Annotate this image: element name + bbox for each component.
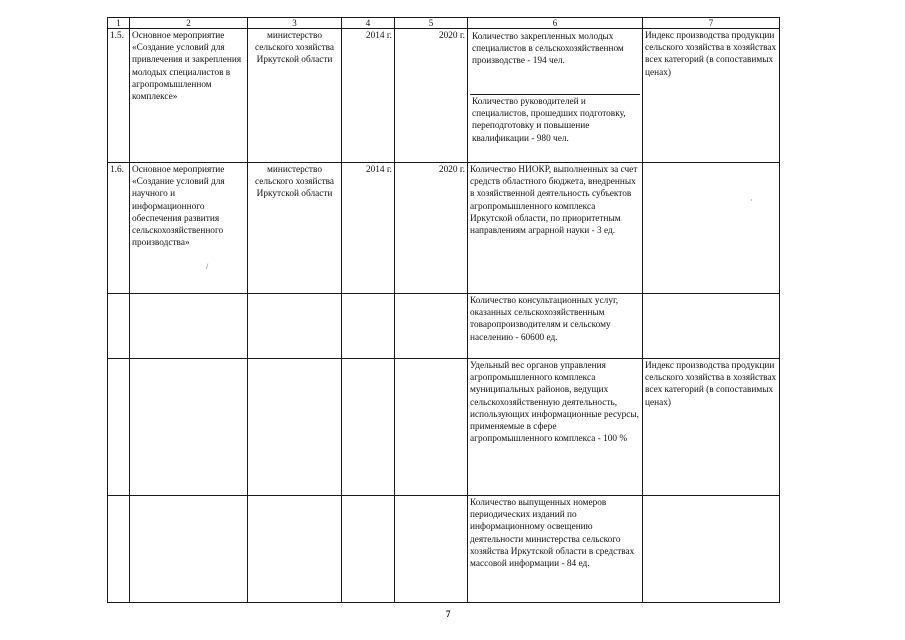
target-indicator: Индекс производства продукции сельского хозяйства в хозяйствах всех категорий (в сопоставимых ценах) [643,29,780,163]
header-col-2: 2 [130,18,248,29]
row-number: 1.5. [108,29,130,163]
target-indicator [643,163,780,294]
scan-mark: / [206,262,209,271]
end-year: 2020 г. [395,29,468,163]
activity-name: Основное мероприятие «Создание условий для привлечения и закрепления молодых специалистов в агропромышленном комплексе» [130,29,248,163]
target-indicator: Индекс производства продукции сельского хозяйства в хозяйствах всех категорий (в сопоставимых ценах) [643,359,780,496]
indicator-text: Количество НИОКР, выполненных за счет средств областного бюджета, внедренных в хозяйственной деятельность субъектов агропромышленного комплекса Иркутской области, по приоритетным направлениям аграрной науки - 3 ед. [468,163,643,294]
program-measures-table [107,17,780,603]
scan-mark: · [750,196,753,205]
activity-name: Основное мероприятие «Создание условий для научного и информационного обеспечения развития сельскохозяйственного производства» [130,163,248,294]
indicator-text: Количество руководителей и специалистов, прошедших подготовку, переподготовку и повышение квалификации - 980 чел. [470,94,640,162]
table-row [108,359,780,496]
header-col-7: 7 [643,18,780,29]
header-col-5: 5 [395,18,468,29]
executor-name: министерство сельского хозяйства Иркутской области [248,163,342,294]
indicator-cell [468,29,643,163]
page-number: 7 [446,609,451,619]
header-col-1: 1 [108,18,130,29]
indicator-text: Удельный вес органов управления агропромышленного комплекса муниципальных районов, ведущих сельскохозяйственную деятельность, использующих информационные ресурсы, применяемые в сфере агропромышленного комплекса - 100 % [468,359,643,496]
header-col-4: 4 [342,18,395,29]
indicator-text: Количество консультационных услуг, оказанных сельскохозяйственным товаропроизводителям и сельскому населению - 60600 ед. [468,294,643,359]
table-row [108,294,780,359]
row-number: 1.6. [108,163,130,294]
table-row-1-6 [108,163,780,294]
start-year: 2014 г. [342,163,395,294]
executor-name: министерство сельского хозяйства Иркутской области [248,29,342,163]
header-col-6: 6 [468,18,643,29]
indicator-text: Количество выпущенных номеров периодических изданий по информационному освещению деятельности министерства сельского хозяйства Иркутской области в средствах массовой информации - 84 ед. [468,496,643,603]
column-number-row [108,18,780,29]
header-col-3: 3 [248,18,342,29]
end-year: 2020 г. [395,163,468,294]
start-year: 2014 г. [342,29,395,163]
table-row [108,496,780,603]
table-row-1-5 [108,29,780,163]
indicator-text: Количество закрепленных молодых специалистов в сельскохозяйственном производстве - 194 чел. [472,32,624,67]
